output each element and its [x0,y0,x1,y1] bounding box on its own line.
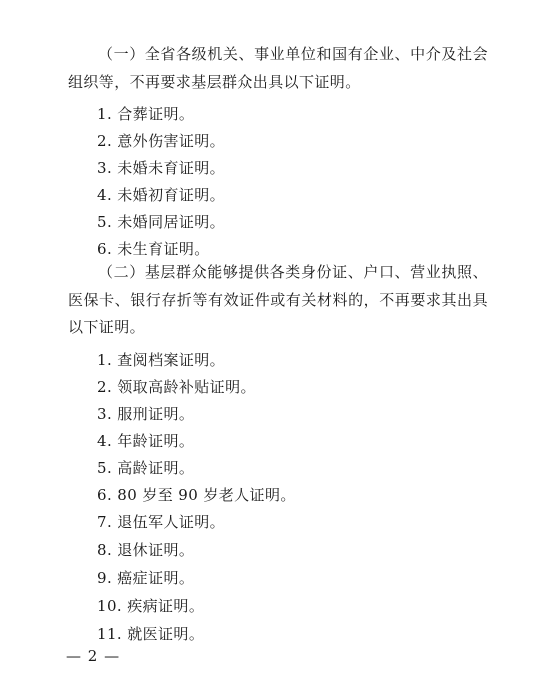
section2-item-11: 11. 就医证明。 [97,625,205,643]
section2-item-6: 6. 80 岁至 90 岁老人证明。 [97,486,296,504]
section2-item-7: 7. 退伍军人证明。 [97,513,226,531]
page-number: — 2 — [66,647,121,665]
section1-item-1: 1. 合葬证明。 [97,105,195,123]
section2-item-1: 1. 查阅档案证明。 [97,351,226,369]
section1-item-3: 3. 未婚未育证明。 [97,159,226,177]
section1-item-2: 2. 意外伤害证明。 [97,132,226,150]
section2-item-9: 9. 癌症证明。 [97,569,195,587]
section1-item-4: 4. 未婚初育证明。 [97,186,226,204]
section2-heading: （二）基层群众能够提供各类身份证、户口、营业执照、医保卡、银行存折等有效证件或有关材料的，不再要求其出具以下证明。 [68,263,488,336]
section2-item-10: 10. 疾病证明。 [97,597,205,615]
section2-item-2: 2. 领取高龄补贴证明。 [97,378,256,396]
section1-heading: （一）全省各级机关、事业单位和国有企业、中介及社会组织等，不再要求基层群众出具以下证明。 [68,45,488,91]
section2-item-3: 3. 服刑证明。 [97,405,195,423]
section1-item-5: 5. 未婚同居证明。 [97,213,226,231]
section1-item-6: 6. 未生育证明。 [97,240,210,258]
section2-item-5: 5. 高龄证明。 [97,459,195,477]
section2-item-8: 8. 退休证明。 [97,541,195,559]
section2-item-4: 4. 年龄证明。 [97,432,195,450]
